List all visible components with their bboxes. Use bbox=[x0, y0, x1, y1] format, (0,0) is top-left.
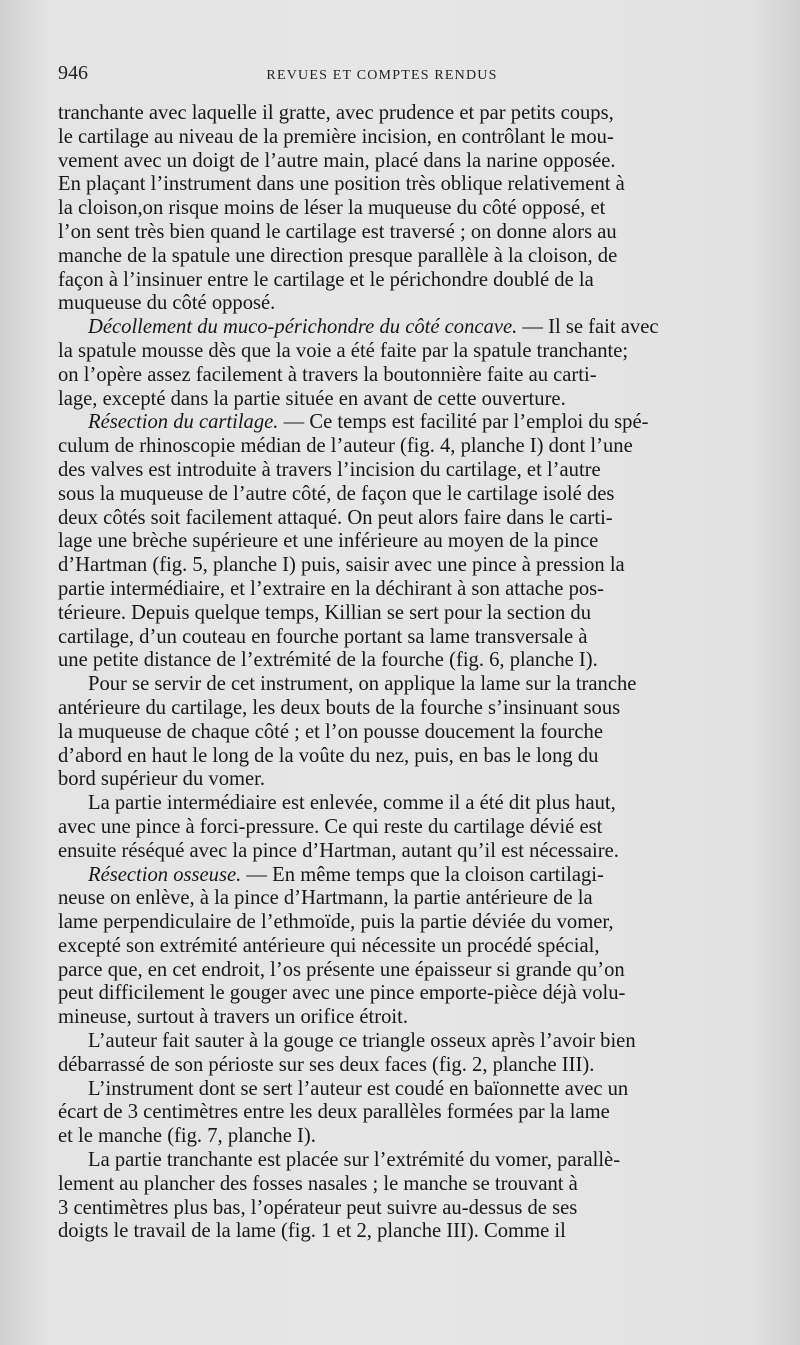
line-text: on l’opère assez facilement à travers la boutonnière faite au carti- bbox=[58, 363, 597, 386]
page-number: 946 bbox=[58, 62, 88, 84]
text-line bbox=[58, 483, 756, 507]
text-line bbox=[58, 340, 756, 364]
text-line bbox=[58, 649, 756, 673]
line-text: doigts le travail de la lame (fig. 1 et 2, planche III). Comme il bbox=[58, 1220, 566, 1243]
section-heading: Résection du cartilage. bbox=[88, 411, 279, 434]
text-line bbox=[58, 459, 756, 483]
text-line bbox=[58, 102, 756, 126]
text-line bbox=[58, 388, 756, 412]
line-text: neuse on enlève, à la pince d’Hartmann, la partie antérieure de la bbox=[58, 887, 593, 910]
line-text: 3 centimètres plus bas, l’opérateur peut suivre au-dessus de ses bbox=[58, 1196, 578, 1219]
line-text: écart de 3 centimètres entre les deux parallèles formées par la lame bbox=[58, 1101, 610, 1124]
line-text: L’instrument dont se sert l’auteur est coudé en baïonnette avec un bbox=[88, 1077, 629, 1100]
section-heading: Résection osseuse. bbox=[88, 863, 242, 886]
text-line bbox=[58, 173, 756, 197]
text-line bbox=[58, 197, 756, 221]
text-line bbox=[58, 721, 756, 745]
text-line bbox=[58, 1054, 756, 1078]
line-text: — Il se fait avec bbox=[517, 316, 659, 339]
line-text: la spatule mousse dès que la voie a été faite par la spatule tranchante; bbox=[58, 339, 629, 362]
line-text: mineuse, surtout à travers un orifice étroit. bbox=[58, 1006, 408, 1029]
body-text bbox=[58, 102, 756, 1244]
line-text: La partie intermédiaire est enlevée, comme il a été dit plus haut, bbox=[88, 792, 616, 815]
line-text: des valves est introduite à travers l’incision du cartilage, et l’autre bbox=[58, 458, 601, 481]
line-text: excepté son extrémité antérieure qui nécessite un procédé spécial, bbox=[58, 934, 600, 957]
line-text: lement au plancher des fosses nasales ; le manche se trouvant à bbox=[58, 1172, 578, 1195]
text-line bbox=[58, 935, 756, 959]
text-line bbox=[58, 364, 756, 388]
line-text: façon à l’insinuer entre le cartilage et le périchondre doublé de la bbox=[58, 268, 594, 291]
text-line bbox=[58, 745, 756, 769]
text-line bbox=[58, 1197, 756, 1221]
text-line bbox=[58, 245, 756, 269]
running-head bbox=[58, 62, 756, 102]
text-line bbox=[58, 768, 756, 792]
text-line bbox=[58, 292, 756, 316]
text-line bbox=[58, 1078, 756, 1102]
line-text: la cloison,on risque moins de léser la muqueuse du côté opposé, et bbox=[58, 197, 606, 220]
line-text: antérieure du cartilage, les deux bouts de la fourche s’insinuant sous bbox=[58, 696, 621, 719]
text-line bbox=[58, 411, 756, 435]
line-text: partie intermédiaire, et l’extraire en la déchirant à son attache pos- bbox=[58, 577, 605, 600]
line-text: débarrassé de son périoste sur ses deux faces (fig. 2, planche III). bbox=[58, 1053, 595, 1076]
line-text: Pour se servir de cet instrument, on applique la lame sur la tranche bbox=[88, 673, 637, 696]
text-line bbox=[58, 792, 756, 816]
line-text: deux côtés soit facilement attaqué. On peut alors faire dans le carti- bbox=[58, 506, 613, 529]
text-line bbox=[58, 840, 756, 864]
text-line bbox=[58, 554, 756, 578]
text-line bbox=[58, 1125, 756, 1149]
text-line bbox=[58, 507, 756, 531]
line-text: avec une pince à forci-pressure. Ce qui reste du cartilage dévié est bbox=[58, 815, 603, 838]
line-text: parce que, en cet endroit, l’os présente une épaisseur si grande qu’on bbox=[58, 958, 625, 981]
line-text: térieure. Depuis quelque temps, Killian se sert pour la section du bbox=[58, 601, 592, 624]
line-text: lame perpendiculaire de l’ethmoïde, puis la partie déviée du vomer, bbox=[58, 911, 614, 934]
line-text: d’abord en haut le long de la voûte du nez, puis, en bas le long du bbox=[58, 744, 599, 767]
line-text: lage, excepté dans la partie située en avant de cette ouverture. bbox=[58, 387, 566, 410]
text-line bbox=[58, 530, 756, 554]
line-text: La partie tranchante est placée sur l’extrémité du vomer, parallè- bbox=[88, 1149, 621, 1172]
text-line bbox=[58, 316, 756, 340]
text-line bbox=[58, 435, 756, 459]
text-line bbox=[58, 959, 756, 983]
line-text: culum de rhinoscopie médian de l’auteur (fig. 4, planche I) dont l’une bbox=[58, 435, 633, 458]
running-title: REVUES ET COMPTES RENDUS bbox=[266, 68, 498, 83]
text-line bbox=[58, 1006, 756, 1030]
text-line bbox=[58, 887, 756, 911]
text-line bbox=[58, 697, 756, 721]
text-line bbox=[58, 816, 756, 840]
line-text: cartilage, d’un couteau en fourche portant sa lame transversale à bbox=[58, 625, 588, 648]
line-text: la muqueuse de chaque côté ; et l’on pousse doucement la fourche bbox=[58, 720, 603, 743]
text-line bbox=[58, 911, 756, 935]
line-text: lage une brèche supérieure et une inférieure au moyen de la pince bbox=[58, 530, 599, 553]
line-text: l’on sent très bien quand le cartilage est traversé ; on donne alors au bbox=[58, 220, 617, 243]
text-line bbox=[58, 1173, 756, 1197]
text-line bbox=[58, 269, 756, 293]
line-text: vement avec un doigt de l’autre main, placé dans la narine opposée. bbox=[58, 149, 616, 172]
line-text: sous la muqueuse de l’autre côté, de façon que le cartilage isolé des bbox=[58, 482, 615, 505]
line-text: et le manche (fig. 7, planche I). bbox=[58, 1125, 316, 1148]
line-text: manche de la spatule une direction presque parallèle à la cloison, de bbox=[58, 244, 618, 267]
line-text: ensuite réséqué avec la pince d’Hartman, autant qu’il est nécessaire. bbox=[58, 839, 619, 862]
line-text: peut difficilement le gouger avec une pince emporte-pièce déjà volu- bbox=[58, 982, 626, 1005]
line-text: une petite distance de l’extrémité de la fourche (fig. 6, planche I). bbox=[58, 649, 598, 672]
text-line bbox=[58, 126, 756, 150]
line-text: — En même temps que la cloison cartilagi- bbox=[241, 863, 604, 886]
text-line bbox=[58, 982, 756, 1006]
text-line bbox=[58, 221, 756, 245]
text-line bbox=[58, 1220, 756, 1244]
section-heading: Décollement du muco-périchondre du côté concave. bbox=[88, 316, 518, 339]
text-line bbox=[58, 578, 756, 602]
line-text: d’Hartman (fig. 5, planche I) puis, saisir avec une pince à pression la bbox=[58, 554, 625, 577]
line-text: muqueuse du côté opposé. bbox=[58, 292, 276, 315]
line-text: — Ce temps est facilité par l’emploi du spé- bbox=[278, 411, 649, 434]
text-line bbox=[58, 150, 756, 174]
line-text: le cartilage au niveau de la première incision, en contrôlant le mou- bbox=[58, 125, 614, 148]
line-text: bord supérieur du vomer. bbox=[58, 768, 266, 791]
line-text: L’auteur fait sauter à la gouge ce triangle osseux après l’avoir bien bbox=[88, 1030, 636, 1053]
text-line bbox=[58, 864, 756, 888]
text-line bbox=[58, 1101, 756, 1125]
line-text: En plaçant l’instrument dans une position très oblique relativement à bbox=[58, 173, 625, 196]
text-line bbox=[58, 602, 756, 626]
text-line bbox=[58, 1149, 756, 1173]
text-line bbox=[58, 1030, 756, 1054]
line-text: tranchante avec laquelle il gratte, avec prudence et par petits coups, bbox=[58, 102, 614, 124]
text-line bbox=[58, 626, 756, 650]
text-line bbox=[58, 673, 756, 697]
